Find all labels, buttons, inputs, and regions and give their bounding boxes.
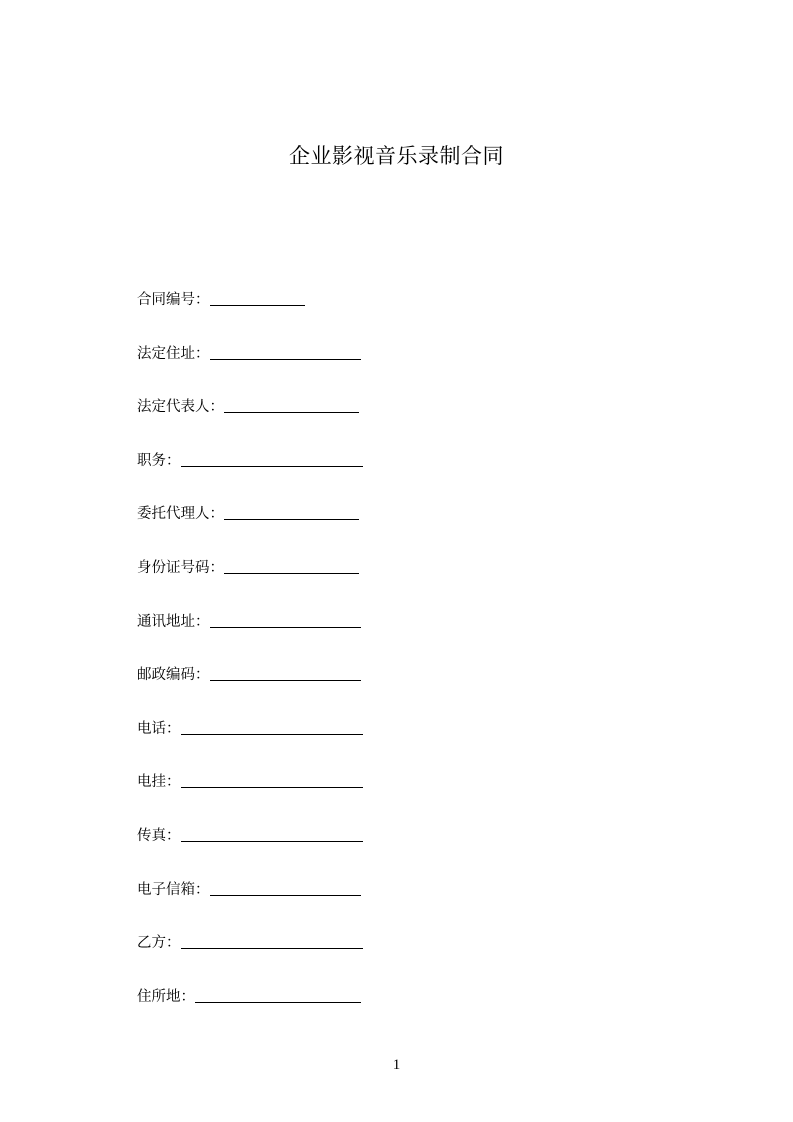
field-telegraph: [137, 770, 377, 824]
field-label: 合同编号：: [137, 292, 210, 308]
blank-line: [210, 663, 361, 681]
field-label: 通讯地址：: [137, 613, 210, 630]
field-legal-address: [137, 342, 377, 396]
field-label: 乙方：: [137, 935, 181, 952]
contract-fields: [137, 288, 377, 1038]
blank-line: [181, 770, 363, 788]
field-postal-code: [137, 663, 377, 717]
blank-line: [181, 824, 363, 842]
blank-line: [181, 449, 363, 467]
field-legal-representative: [137, 395, 377, 449]
blank-line: [210, 610, 361, 628]
blank-line: [210, 878, 361, 896]
field-mailing-address: [137, 610, 377, 664]
blank-line: [181, 717, 363, 735]
blank-line: [224, 395, 359, 413]
blank-line: [210, 342, 361, 360]
field-id-number: [137, 556, 377, 610]
field-label: 法定住址：: [137, 345, 210, 362]
blank-line: [181, 931, 363, 949]
field-label: 住所地：: [137, 988, 195, 1005]
blank-line: [224, 502, 359, 520]
field-agent: [137, 502, 377, 556]
blank-line: [210, 288, 305, 306]
page-number: 1: [392, 1057, 401, 1073]
field-label: 身份证号码：: [137, 559, 224, 576]
blank-line: [224, 556, 359, 574]
field-party-b: [137, 931, 377, 985]
field-domicile: [137, 985, 377, 1039]
field-fax: [137, 824, 377, 878]
document-title: 企业影视音乐录制合同: [289, 144, 504, 168]
field-label: 委托代理人：: [137, 506, 224, 523]
field-label: 职务：: [137, 452, 181, 469]
field-label: 传真：: [137, 827, 181, 844]
field-phone: [137, 717, 377, 771]
field-label: 电挂：: [137, 774, 181, 791]
field-label: 电话：: [137, 720, 181, 737]
field-position: [137, 449, 377, 503]
field-label: 法定代表人：: [137, 399, 224, 416]
field-contract-number: [137, 288, 377, 342]
field-label: 电子信箱：: [137, 881, 210, 898]
field-label: 邮政编码：: [137, 667, 210, 684]
field-email: [137, 878, 377, 932]
blank-line: [195, 985, 361, 1003]
